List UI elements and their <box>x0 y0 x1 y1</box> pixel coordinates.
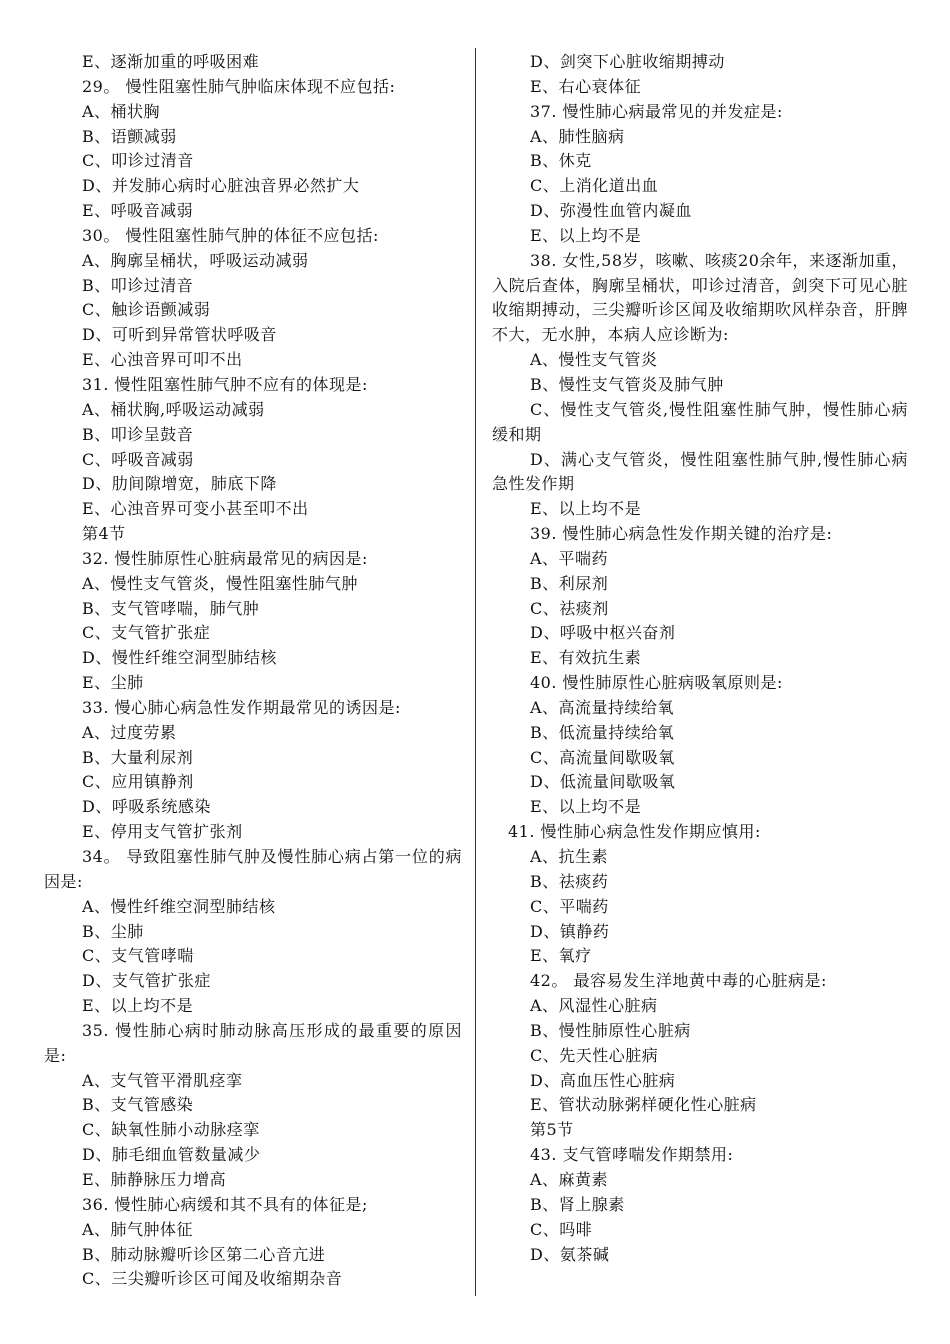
text-line: E、氧疗 <box>530 946 592 966</box>
text-line: B、利尿剂 <box>530 573 609 593</box>
text-line: C、呼吸音减弱 <box>82 449 194 469</box>
text-line: D、支气管扩张症 <box>82 971 211 991</box>
text-line: A、慢性支气管炎，慢性阻塞性肺气肿 <box>82 573 359 593</box>
text-line: D、肺毛细血管数量减少 <box>82 1145 261 1165</box>
text-line: A、风湿性心脏病 <box>530 996 658 1016</box>
text-line: A、慢性支气管炎 <box>530 350 658 370</box>
text-line: E、以上均不是 <box>530 797 642 817</box>
text-line: D、氨茶碱 <box>530 1244 610 1264</box>
text-line: A、肺性脑病 <box>530 126 625 146</box>
text-line: D、剑突下心脏收缩期搏动 <box>530 52 725 71</box>
text-line: E、有效抗生素 <box>530 648 642 668</box>
text-line: D、肋间隙增宽，肺底下降 <box>82 474 277 494</box>
text-line: 43. 支气管哮喘发作期禁用: <box>530 1145 734 1165</box>
text-line: E、尘肺 <box>82 673 144 693</box>
text-line: E、肺静脉压力增高 <box>82 1169 227 1189</box>
text-line: B、语颤减弱 <box>82 126 177 146</box>
text-line: 41. 慢性肺心病急性发作期应慎用: <box>508 822 761 842</box>
text-line: E、右心衰体征 <box>530 76 642 96</box>
text-line: C、支气管哮喘 <box>82 946 194 966</box>
text-line: D、可听到异常管状呼吸音 <box>82 325 277 345</box>
text-line: A、抗生素 <box>530 847 609 866</box>
text-line: E、停用支气管扩张剂 <box>82 822 243 842</box>
text-line: E、管状动脉粥样硬化性心脏病 <box>530 1095 757 1115</box>
text-line: 39. 慢性肺心病急性发作期关键的治疗是: <box>530 524 833 544</box>
text-line: E、逐渐加重的呼吸困难 <box>82 52 260 71</box>
text-line: B、慢性支气管炎及肺气肿 <box>530 374 724 394</box>
text-line: D、低流量间歇吸氧 <box>530 772 676 792</box>
text-line: 30。 慢性阻塞性肺气肿的体征不应包括: <box>82 225 379 245</box>
text-line: E、以上均不是 <box>82 996 194 1016</box>
text-line: E、以上均不是 <box>530 225 642 245</box>
text-line: E、以上均不是 <box>530 499 642 519</box>
text-line: 37. 慢性肺心病最常见的并发症是: <box>530 101 783 121</box>
text-line: 第4节 <box>82 524 126 544</box>
text-line: D、呼吸中枢兴奋剂 <box>530 623 676 643</box>
text-line: B、叩诊过清音 <box>82 275 194 295</box>
text-line: A、高流量持续给氧 <box>530 697 675 717</box>
text-line: A、桶状胸 <box>82 101 161 121</box>
text-line: 33. 慢心肺心病急性发作期最常见的诱因是: <box>82 697 401 717</box>
text-line: B、肺动脉瓣听诊区第二心音亢进 <box>82 1244 326 1264</box>
column-divider <box>475 48 476 1296</box>
text-line: A、支气管平滑肌痉挛 <box>82 1070 243 1090</box>
text-line: D、呼吸系统感染 <box>82 797 211 817</box>
text-line: A、麻黄素 <box>530 1169 609 1189</box>
text-line: 40. 慢性肺原性心脏病吸氧原则是: <box>530 673 783 693</box>
text-line: E、心浊音界可变小甚至叩不出 <box>82 499 309 519</box>
text-line: D、慢性纤维空洞型肺结核 <box>82 648 277 668</box>
text-line: C、平喘药 <box>530 896 609 916</box>
text-line: B、支气管感染 <box>82 1095 194 1115</box>
text-line: A、桶状胸,呼吸运动减弱 <box>82 399 265 419</box>
text-line: B、大量利尿剂 <box>82 747 194 767</box>
text-line: C、应用镇静剂 <box>82 772 194 792</box>
text-line: A、平喘药 <box>530 548 609 568</box>
text-line: A、肺气肿体征 <box>82 1219 194 1239</box>
text-line: 36. 慢性肺心病缓和其不具有的体征是; <box>82 1194 368 1214</box>
text-line: C、高流量间歇吸氧 <box>530 747 675 767</box>
text-line: 38. 女性,58岁，咳嗽、咳痰20余年，来逐渐加重，入院后查体，胸廓呈桶状，叩诊过清音，剑突下可见心脏收缩期搏动，三尖瓣听诊区闻及收缩期吹风样杂音，肝脾不大，无水肿，本病人应诊断为: <box>492 250 908 345</box>
text-line: C、祛痰剂 <box>530 598 609 618</box>
left-column <box>44 50 462 1292</box>
text-line: D、镇静药 <box>530 921 610 941</box>
text-line: E、呼吸音减弱 <box>82 201 194 221</box>
text-line: A、过度劳累 <box>82 722 177 742</box>
text-line: B、支气管哮喘，肺气肿 <box>82 598 260 618</box>
text-line: 35. 慢性肺心病时肺动脉高压形成的最重要的原因是: <box>44 1020 462 1065</box>
text-line: D、并发肺心病时心脏浊音界必然扩大 <box>82 176 360 196</box>
text-line: A、慢性纤维空洞型肺结核 <box>82 896 276 916</box>
text-line: B、尘肺 <box>82 921 144 941</box>
text-line: 第5节 <box>530 1120 574 1140</box>
text-line: A、胸廓呈桶状，呼吸运动减弱 <box>82 250 309 270</box>
text-line: B、肾上腺素 <box>530 1194 625 1214</box>
text-line: D、满心支气管炎，慢性阻塞性肺气肿,慢性肺心病急性发作期 <box>492 449 908 494</box>
text-line: 31. 慢性阻塞性肺气肿不应有的体现是: <box>82 374 368 394</box>
text-line: E、心浊音界可叩不出 <box>82 350 243 370</box>
text-line: B、低流量持续给氧 <box>530 722 675 742</box>
text-line: C、缺氧性肺小动脉痉挛 <box>82 1120 260 1140</box>
text-line: B、休克 <box>530 151 592 171</box>
text-line: C、三尖瓣听诊区可闻及收缩期杂音 <box>82 1269 343 1289</box>
text-line: D、弥漫性血管内凝血 <box>530 201 692 221</box>
text-line: 32. 慢性肺原性心脏病最常见的病因是: <box>82 548 368 568</box>
text-line: B、祛痰药 <box>530 871 609 891</box>
text-line: B、慢性肺原性心脏病 <box>530 1020 691 1040</box>
text-line: C、吗啡 <box>530 1219 593 1239</box>
text-line: 42。 最容易发生洋地黄中毒的心脏病是: <box>530 971 827 991</box>
text-line: C、触诊语颤减弱 <box>82 300 211 320</box>
right-column <box>492 50 908 1267</box>
text-line: C、先天性心脏病 <box>530 1045 659 1065</box>
text-line: D、高血压性心脏病 <box>530 1070 676 1090</box>
text-line: C、支气管扩张症 <box>82 623 211 643</box>
text-line: C、叩诊过清音 <box>82 151 194 171</box>
text-line: 29。 慢性阻塞性肺气肿临床体现不应包括: <box>82 76 396 96</box>
text-line: B、叩诊呈鼓音 <box>82 424 194 444</box>
text-line: C、慢性支气管炎,慢性阻塞性肺气肿，慢性肺心病缓和期 <box>492 399 908 444</box>
text-line: C、上消化道出血 <box>530 176 659 196</box>
text-line: 34。 导致阻塞性肺气肿及慢性肺心病占第一位的病因是: <box>44 847 462 891</box>
